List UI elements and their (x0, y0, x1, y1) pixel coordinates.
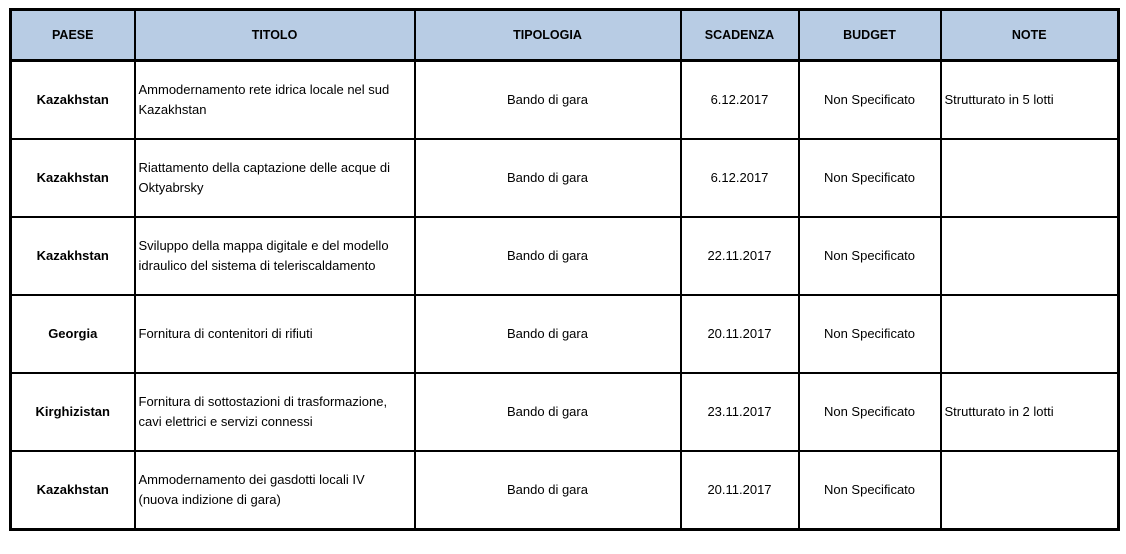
titolo-line-2: (nuova indizione di gara) (138, 492, 281, 507)
cell-tipologia: Bando di gara (415, 373, 681, 451)
cell-note (941, 139, 1119, 217)
titolo-line-1: Fornitura di sottostazioni di trasformazione, (138, 394, 388, 409)
cell-note (941, 451, 1119, 530)
cell-note: Strutturato in 5 lotti (941, 61, 1119, 140)
cell-titolo (135, 139, 415, 217)
cell-paese: Georgia (11, 295, 135, 373)
cell-tipologia: Bando di gara (415, 139, 681, 217)
cell-paese: Kazakhstan (11, 61, 135, 140)
cell-budget: Non Specificato (799, 373, 941, 451)
header-budget: BUDGET (799, 10, 941, 61)
cell-scadenza: 20.11.2017 (681, 295, 799, 373)
titolo-line-1: Riattamento della captazione delle acque di (138, 160, 391, 175)
cell-scadenza: 23.11.2017 (681, 373, 799, 451)
titolo-line-2: idraulico del sistema di teleriscaldamento (138, 258, 376, 273)
titolo-line-2: cavi elettrici e servizi connessi (138, 414, 313, 429)
titolo-line-2: Oktyabrsky (138, 180, 204, 195)
table-row (11, 139, 1119, 217)
cell-note (941, 217, 1119, 295)
cell-titolo (135, 295, 415, 373)
cell-scadenza: 6.12.2017 (681, 61, 799, 140)
header-scadenza: SCADENZA (681, 10, 799, 61)
cell-paese: Kirghizistan (11, 373, 135, 451)
header-titolo: TITOLO (135, 10, 415, 61)
tenders-table (9, 8, 1120, 531)
cell-scadenza: 20.11.2017 (681, 451, 799, 530)
header-note: NOTE (941, 10, 1119, 61)
cell-paese: Kazakhstan (11, 451, 135, 530)
table-row (11, 373, 1119, 451)
cell-paese: Kazakhstan (11, 139, 135, 217)
titolo-line-1: Ammodernamento dei gasdotti locali IV (138, 472, 365, 487)
titolo-line-1: Fornitura di contenitori di rifiuti (138, 326, 313, 341)
cell-scadenza: 6.12.2017 (681, 139, 799, 217)
cell-budget: Non Specificato (799, 295, 941, 373)
titolo-line-2: Kazakhstan (138, 102, 207, 117)
cell-budget: Non Specificato (799, 217, 941, 295)
cell-budget: Non Specificato (799, 139, 941, 217)
table-row (11, 295, 1119, 373)
cell-titolo (135, 451, 415, 530)
cell-titolo (135, 373, 415, 451)
cell-note: Strutturato in 2 lotti (941, 373, 1119, 451)
cell-note (941, 295, 1119, 373)
table-row (11, 61, 1119, 140)
cell-tipologia: Bando di gara (415, 295, 681, 373)
table-row (11, 451, 1119, 530)
header-row (11, 10, 1119, 61)
cell-tipologia: Bando di gara (415, 61, 681, 140)
titolo-line-1: Sviluppo della mappa digitale e del modello (138, 238, 389, 253)
cell-budget: Non Specificato (799, 61, 941, 140)
header-tipologia: TIPOLOGIA (415, 10, 681, 61)
cell-budget: Non Specificato (799, 451, 941, 530)
cell-paese: Kazakhstan (11, 217, 135, 295)
cell-scadenza: 22.11.2017 (681, 217, 799, 295)
header-paese: PAESE (11, 10, 135, 61)
cell-tipologia: Bando di gara (415, 217, 681, 295)
cell-tipologia: Bando di gara (415, 451, 681, 530)
cell-titolo (135, 61, 415, 140)
titolo-line-1: Ammodernamento rete idrica locale nel sud (138, 82, 390, 97)
table-row (11, 217, 1119, 295)
cell-titolo (135, 217, 415, 295)
